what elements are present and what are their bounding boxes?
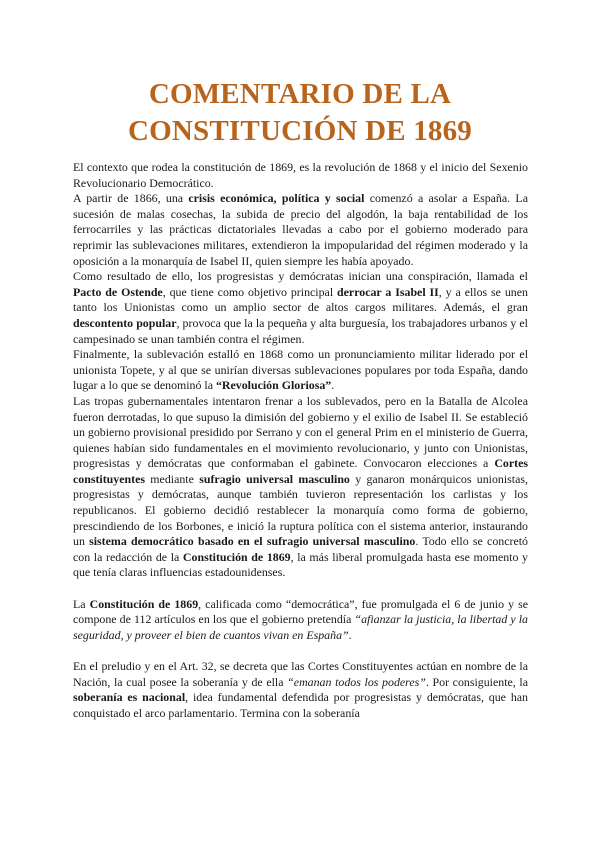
title-line-2: CONSTITUCIÓN DE 1869 (128, 115, 472, 147)
bold-phrase: Constitución de 1869 (89, 596, 199, 611)
page-title (0, 76, 600, 150)
paragraph-constitucion: La Constitución de 1869, calificada como “democrática”, fue promulgada el 6 de junio y se compone de 112 artículos en los que el gobierno pretendía “afianzar la justicia, la libertad y la seguridad, y proveer el bien de cuantos vivan en España”. (73, 596, 529, 642)
bold-phrase: sistema democrático basado en el sufragio universal masculino (89, 534, 416, 549)
paragraph-gloriosa: Finalmente, la sublevación estalló en 1868 como un pronunciamiento militar liderado por el unionista Topete, y al que se unirían diversas sublevaciones populares por toda España, dando lugar a lo que se denominó la “Revolución Gloriosa”. (73, 347, 528, 393)
bold-phrase: soberanía es nacional (73, 690, 186, 705)
bold-phrase: Constitución de 1869 (182, 549, 291, 564)
bold-phrase: crisis económica, política y social (188, 191, 365, 206)
paragraph-alcolea: Las tropas gubernamentales intentaron frenar a los sublevados, pero en la Batalla de Alcolea fueron derrotadas, lo que supuso la dimisión del gobierno y el exilio de Isabel II. Se estableció un gobierno provisional presidido por Serrano y con el general Prim en el ministerio de Guerra, quienes habían sido fundamentales en el movimiento revolucionario, y junto con Unionistas, progresistas y demócratas que conformaban el gabinete. Convocaron elecciones a Cortes constituyentes mediante sufragio universal masculino y ganaron monárquicos unionistas, progresistas y demócratas, aunque también tuvieron representación los carlistas y los republicanos. El gobierno decidió restablecer la monarquía como forma de gobierno, prescindiendo de los Borbones, e inició la ruptura política con el sistema anterior, instaurando un sistema democrático basado en el sufragio universal masculino. Todo ello se concretó con la redacción de la Constitución de 1869, la más liberal promulgada hasta ese momento y que tenía claras influencias estadounidenses. (73, 393, 528, 580)
bold-phrase: sufragio universal masculino (199, 471, 350, 486)
paragraph-crisis: A partir de 1866, una crisis económica, política y social comenzó a asolar a España. La sucesión de malas cosechas, la subida de precio del algodón, la baja rentabilidad de los ferrocarriles y las prácticas dictatoriales llevadas a cabo por el gobierno moderado para reprimir las sublevaciones militares, extendieron la impopularidad del régimen moderado y la oposición a la monarquía de Isabel II, quien siempre les había apoyado. (73, 191, 528, 268)
paragraph-ostende: Como resultado de ello, los progresistas y demócratas inician una conspiración, llamada el Pacto de Ostende, que tiene como objetivo principal derrocar a Isabel II, y a ellos se unen tanto los Unionistas como un amplio sector de altos cargos militares. Además, el gran descontento popular, provoca que la la pequeña y alta burguesía, los trabajadores urbanos y el campesinado se unan también contra el régimen. (73, 269, 528, 346)
title-line-1: COMENTARIO DE LA (148, 78, 452, 110)
bold-phrase: derrocar a Isabel II (337, 284, 439, 299)
italic-quote: “afianzar la justicia, la libertad y la seguridad, y proveer el bien de cuantos vivan en España” (73, 612, 528, 642)
italic-quote: “emanan todos los poderes” (287, 674, 426, 689)
document-body (73, 160, 528, 721)
bold-phrase: Pacto de Ostende (73, 284, 163, 299)
paragraph-context: El contexto que rodea la constitución de 1869, es la revolución de 1868 y el inicio del Sexenio Revolucionario Democrático. (73, 160, 528, 190)
bold-phrase: Cortes constituyentes (73, 456, 528, 486)
bold-phrase: “Revolución Gloriosa” (215, 378, 332, 393)
bold-phrase: descontento popular (73, 315, 177, 330)
paragraph-soberania: En el preludio y en el Art. 32, se decreta que las Cortes Constituyentes actúan en nombre de la Nación, la cual posee la soberanía y de ella “emanan todos los poderes”. Por consiguiente, la soberanía es nacional, idea fundamental defendida por progresistas y demócratas, que han conquistado el arco parlamentario. Termina con la soberanía (73, 659, 528, 720)
